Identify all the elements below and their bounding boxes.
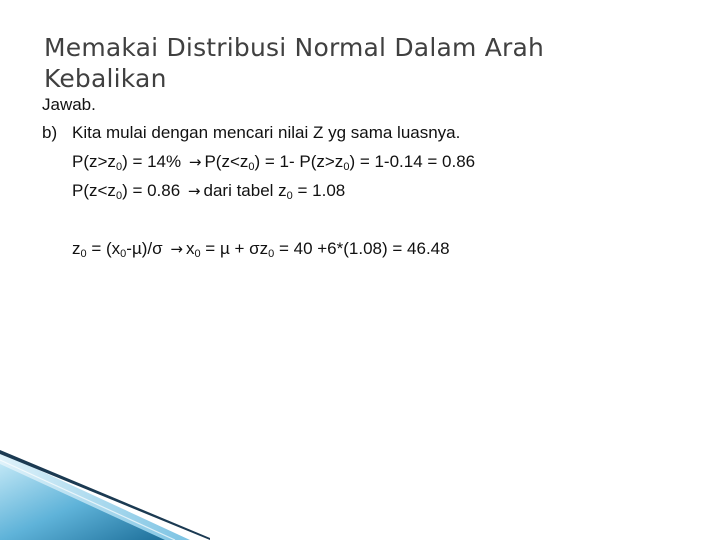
eq1-part: ) = 14%: [122, 152, 182, 171]
eq1-subscript: 0: [343, 161, 350, 173]
right-arrow-icon: →: [188, 153, 202, 171]
eq3-subscript: 0: [80, 248, 87, 260]
eq1-part: P(z>z: [72, 152, 116, 171]
eq2-part: = 1.08: [292, 181, 346, 200]
eq3-part: x: [185, 239, 195, 258]
eq1-part: ) = 1-0.14 = 0.86: [349, 152, 476, 171]
equation-2: [72, 180, 345, 202]
eq2-subscript: 0: [115, 190, 123, 202]
eq2-part: dari tabel z: [203, 181, 287, 200]
eq3-part: z: [72, 239, 81, 258]
right-arrow-icon: →: [187, 182, 201, 200]
eq1-part: P(z<z: [204, 152, 249, 171]
equation-3: [72, 238, 450, 260]
answer-label: Jawab.: [42, 95, 96, 114]
equation-1: [72, 151, 475, 173]
item-b: [42, 122, 460, 144]
eq3-subscript: 0: [194, 248, 201, 260]
item-b-text: Kita mulai dengan mencari nilai Z yg sama luasnya.: [72, 123, 461, 142]
eq2-subscript: 0: [286, 190, 293, 202]
eq1-part: ) = 1- P(z>z: [254, 152, 344, 171]
eq3-subscript: 0: [120, 248, 127, 260]
eq1-subscript: 0: [248, 161, 255, 173]
eq2-part: P(z<z: [72, 181, 116, 200]
eq3-part: -µ)/σ: [126, 239, 163, 258]
corner-decoration: [0, 450, 720, 540]
eq1-subscript: 0: [115, 161, 123, 173]
eq3-part: = 40 +6*(1.08) = 46.48: [274, 239, 450, 258]
slide-title: [44, 32, 684, 94]
item-b-label: b): [42, 123, 58, 142]
slide-title-line-1: Memakai Distribusi Normal Dalam Arah: [44, 33, 545, 62]
eq2-part: ) = 0.86: [122, 181, 181, 200]
slide-title-line-2: Kebalikan: [44, 64, 167, 93]
eq3-subscript: 0: [268, 248, 275, 260]
eq3-part: = (x: [86, 239, 121, 258]
eq3-part: = µ + σz: [200, 239, 269, 258]
right-arrow-icon: →: [170, 240, 183, 258]
